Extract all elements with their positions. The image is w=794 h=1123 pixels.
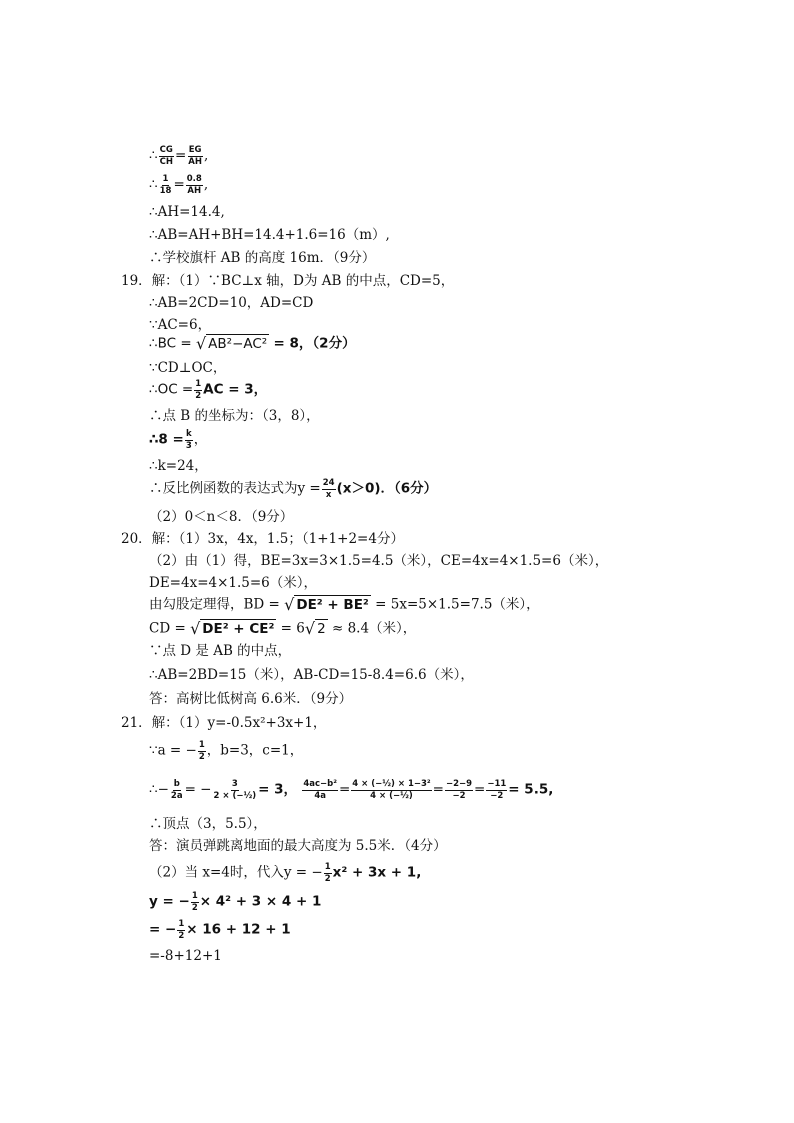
text-line: DE=4x=4×1.5=6（米）， — [149, 575, 318, 591]
fraction: $\frac{3}{\text{2 × (−½)}}$ — [213, 779, 257, 801]
formula-line: （2）当 x=4时，代入y = − $\frac{1}{2}$ x² + 3x + 1, — [149, 862, 422, 884]
fraction: $\frac{1}{2}$ — [324, 862, 331, 884]
formula-line: ∵a = − $\frac{1}{2}$ ，b=3，c=1， — [149, 740, 304, 762]
fraction: $\frac{1}{2}$ — [191, 891, 198, 913]
text-line: ∴AB=AH+BH=14.4+1.6=16（m）, — [149, 227, 390, 243]
question-19: 19．解：（1）∵BC⊥x 轴，D为 AB 的中点，CD=5， — [121, 273, 455, 289]
text-line: 答：高树比低树高 6.6米．（9分） — [149, 691, 353, 707]
fraction: $\frac{b}{2a}$ — [170, 779, 183, 801]
fraction: $\frac{1}{2}$ — [198, 740, 205, 762]
question-number: 21． — [121, 715, 152, 731]
fraction: $\frac{0.8}{AH}$ — [186, 174, 202, 196]
formula-line: y = − $\frac{1}{2}$ × 4² + 3 × 4 + 1 — [149, 891, 322, 913]
text-line: ∴AB=2CD=10，AD=CD — [149, 295, 314, 311]
square-root: √ DE² + CE² — [190, 619, 275, 638]
text-line: ∴AH=14.4, — [149, 204, 225, 220]
square-root: √ 2 — [304, 619, 326, 638]
formula-line: ∴OC = $\frac{1}{2}$ AC = 3， — [149, 379, 268, 401]
fraction: $\frac{\text{4 × (−½) × 1−3²}}{\text{4 × (−½)}}$ — [352, 779, 431, 801]
fraction: $\frac{EG}{AH}$ — [188, 145, 202, 167]
text-line: =-8+12+1 — [149, 948, 222, 964]
text-line: ∴顶点（3，5.5）， — [149, 816, 267, 832]
fraction: $\frac{1}{2}$ — [178, 919, 185, 941]
formula-line: ∴反比例函数的表达式为y = $\frac{24}{x}$ (x＞0)．（6分） — [149, 478, 438, 500]
proportion-line-2: ∴ $\frac{1}{18}$ = $\frac{0.8}{AH}$ , — [149, 174, 209, 196]
formula-line: CD = √ DE² + CE² = 6√ 2 ≈ 8.4（米）， — [149, 619, 417, 638]
vertex-calculation-line: ∴− $\frac{b}{2a}$ = − $\frac{3}{\text{2 × (−½)}}$ = 3， $\frac{\text{4ac−b²}}{4a}$ = $\frac{\text{4 × (−½) × 1−3²}}{\text{4 × (−½)}}$ = $\frac{-2-9}{-2}$ = $\frac{-11}{-2}$ = 5.5, — [149, 779, 554, 801]
text-line: （2）由（1）得，BE=3x=3×1.5=4.5（米），CE=4x=4×1.5=6（米）， — [149, 553, 609, 569]
formula-line: ∴BC = √ AB²−AC² = 8，（2分） — [149, 334, 356, 353]
text-line: ∴学校旗杆 AB 的高度 16m．（9分） — [149, 250, 376, 266]
text-line: ∵AC=6， — [149, 317, 212, 333]
fraction: $\frac{-11}{-2}$ — [487, 779, 507, 801]
therefore-symbol: ∴ — [149, 147, 158, 164]
fraction: $\frac{\text{4ac−b²}}{4a}$ — [303, 779, 337, 801]
question-number: 20． — [121, 531, 152, 547]
formula-line: ∴8 = $\frac{k}{3}$ ， — [149, 429, 208, 451]
fraction: $\frac{-2-9}{-2}$ — [445, 779, 473, 801]
text-line: ∵CD⊥OC， — [149, 360, 227, 376]
square-root: √ DE² + BE² — [284, 595, 369, 614]
fraction: $\frac{CG}{CH}$ — [159, 145, 173, 167]
text-line: （2）0＜n＜8．（9分） — [149, 509, 294, 525]
square-root: √ AB²−AC² — [195, 334, 268, 353]
question-20: 20．解：（1）3x，4x，1.5；（1+1+2=4分） — [121, 531, 404, 547]
text-line: ∴k=24， — [149, 458, 208, 474]
fraction: $\frac{k}{3}$ — [185, 429, 192, 451]
question-number: 19． — [121, 273, 152, 289]
question-21: 21．解：（1）y=-0.5x²+3x+1， — [121, 715, 327, 731]
text-line: ∵点 D 是 AB 的中点， — [149, 643, 292, 659]
fraction: $\frac{1}{18}$ — [159, 174, 172, 196]
formula-line: = − $\frac{1}{2}$ × 16 + 12 + 1 — [149, 919, 291, 941]
proportion-line-1: ∴ $\frac{CG}{CH}$ = $\frac{EG}{AH}$ , — [149, 145, 209, 167]
fraction: $\frac{24}{x}$ — [322, 478, 335, 500]
text-line: ∴点 B 的坐标为：（3，8）， — [149, 408, 320, 424]
text-line: 答：演员弹跳离地面的最大高度为 5.5米．（4分） — [149, 838, 447, 854]
formula-line: 由勾股定理得，BD = √ DE² + BE² = 5x=5×1.5=7.5（米）， — [149, 595, 540, 614]
text-line: ∴AB=2BD=15（米），AB-CD=15-8.4=6.6（米）， — [149, 667, 474, 683]
fraction: $\frac{1}{2}$ — [195, 379, 202, 401]
